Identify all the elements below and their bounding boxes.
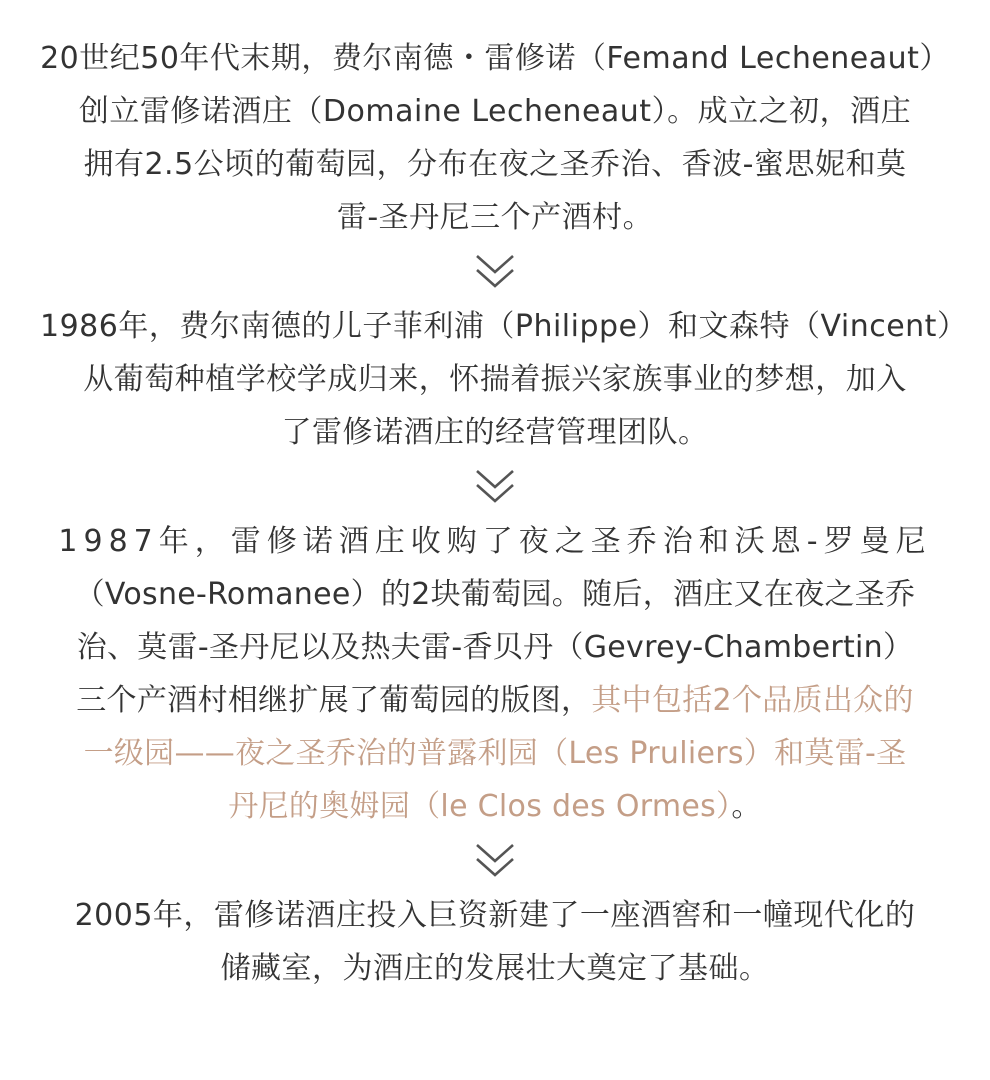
paragraph-line: 雷-圣丹尼三个产酒村。	[336, 200, 654, 235]
paragraph-2005	[40, 889, 950, 995]
paragraph-line	[40, 674, 950, 727]
paragraph-line: 2005年，雷修诺酒庄投入巨资新建了一座酒窖和一幢现代化的	[74, 898, 916, 933]
paragraph-line: 1986年，费尔南德的儿子菲利浦（Philippe）和文森特（Vincent）	[40, 309, 968, 344]
paragraph-line: 创立雷修诺酒庄（Domaine Lecheneaut）。成立之初，酒庄	[78, 94, 912, 129]
paragraph-line: 1987年，雷修诺酒庄收购了夜之圣乔治和沃恩-罗曼尼	[58, 524, 932, 559]
paragraph-line: 储藏室，为酒庄的发展壮大奠定了基础。	[220, 951, 770, 986]
paragraph-1987	[40, 515, 950, 833]
paragraph-line: 治、莫雷-圣丹尼以及热夫雷-香贝丹（Gevrey-Chambertin）	[76, 630, 914, 665]
paragraph-1986	[40, 300, 968, 459]
highlighted-text: 丹尼的奥姆园（le Clos des Ormes）	[228, 789, 732, 824]
highlighted-text: 其中包括2个品质出众的	[591, 683, 914, 718]
paragraph-line: （Vosne-Romanee）的2块葡萄园。随后，酒庄又在夜之圣乔	[74, 577, 916, 612]
paragraph-text: 。	[731, 789, 762, 824]
paragraph-1950s	[40, 32, 950, 244]
paragraph-line: 拥有2.5公顷的葡萄园，分布在夜之圣乔治、香波-蜜思妮和莫	[83, 147, 907, 182]
double-chevron-down-icon	[473, 841, 517, 883]
paragraph-line: 了雷修诺酒庄的经营管理团队。	[281, 415, 709, 450]
paragraph-line: 从葡萄种植学校学成归来，怀揣着振兴家族事业的梦想，加入	[83, 362, 907, 397]
paragraph-line	[40, 780, 950, 833]
double-chevron-down-icon	[473, 252, 517, 294]
paragraph-line: 20世纪50年代末期，费尔南德・雷修诺（Femand Lecheneaut）	[40, 41, 950, 76]
double-chevron-down-icon	[473, 467, 517, 509]
highlighted-line: 一级园——夜之圣乔治的普露利园（Les Pruliers）和莫雷-圣	[83, 736, 907, 771]
paragraph-text: 三个产酒村相继扩展了葡萄园的版图，	[76, 683, 592, 718]
